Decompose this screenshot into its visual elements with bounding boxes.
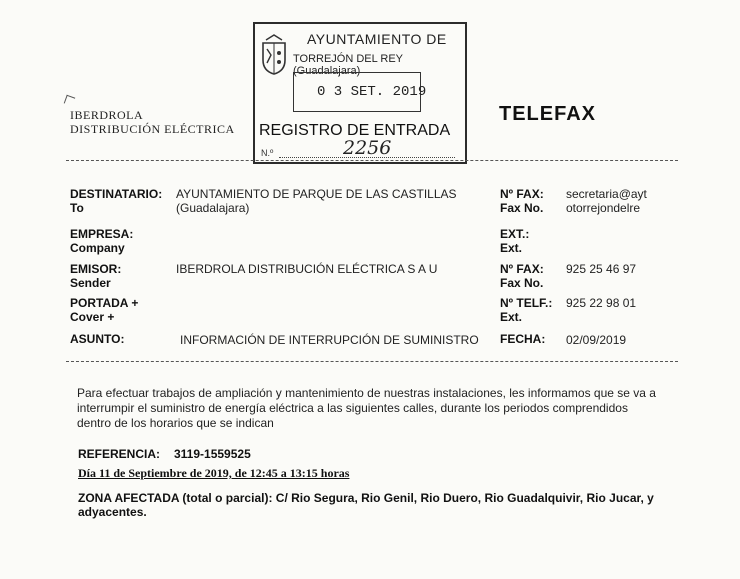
coat-of-arms-icon	[260, 33, 288, 75]
outage-date-time: Día 11 de Septiembre de 2019, de 12:45 a 13:15 horas	[78, 466, 350, 480]
affected-zone-line2: adyacentes.	[78, 505, 147, 519]
registry-label: REGISTRO DE ENTRADA	[259, 122, 451, 139]
notice-paragraph-line1: Para efectuar trabajos de ampliación y mantenimiento de nuestras instalaciones, les informamos que se va a	[77, 386, 656, 400]
stamp-title: AYUNTAMIENTO DE	[307, 31, 447, 47]
registry-number-prefix: N.º	[261, 148, 274, 158]
fax2-value: 925 25 46 97	[566, 262, 637, 276]
destinatario-sub: To	[70, 201, 84, 215]
logo-mark	[64, 95, 76, 107]
fecha-label: FECHA:	[500, 332, 546, 346]
telef-label: Nº TELF.:	[500, 296, 553, 310]
stamp-subtitle: TORREJÓN DEL REY (Guadalajara)	[293, 53, 403, 77]
emisor-sub: Sender	[70, 276, 111, 290]
destinatario-label: DESTINATARIO:	[70, 187, 163, 201]
fax-label: Nº FAX:	[500, 187, 544, 201]
empresa-sub: Company	[70, 241, 125, 255]
ext-label: EXT.:	[500, 227, 530, 241]
registry-number: 2256	[343, 137, 392, 159]
doc-type-title: TELEFAX	[499, 103, 597, 125]
destinatario-value-line2: (Guadalajara)	[176, 201, 250, 215]
fax-value-line1: secretaria@ayt	[566, 187, 647, 201]
asunto-label: ASUNTO:	[70, 332, 125, 346]
fax2-label: Nº FAX:	[500, 262, 544, 276]
referencia-label: REFERENCIA:	[78, 447, 161, 461]
portada-label: PORTADA +	[70, 296, 139, 310]
asunto-value: INFORMACIÓN DE INTERRUPCIÓN DE SUMINISTRO	[180, 333, 479, 347]
notice-paragraph-line3: dentro de los horarios que se indican	[77, 416, 274, 430]
registry-stamp	[253, 22, 467, 164]
fax2-sub: Fax No.	[500, 276, 544, 290]
referencia-value: 3119-1559525	[174, 447, 251, 461]
telef-sub: Ext.	[500, 310, 523, 324]
notice-paragraph-line2: interrumpir el suministro de energía eléctrica a las siguientes calles, durante los periodos comprendidos	[77, 401, 628, 415]
affected-zone-line1: ZONA AFECTADA (total o parcial): C/ Rio Segura, Rio Genil, Rio Duero, Rio Guadalquivir, Rio Jucar, y	[78, 491, 654, 505]
emisor-value: IBERDROLA DISTRIBUCIÓN ELÉCTRICA S A U	[176, 262, 438, 276]
stamp-date: 0 3 SET. 2019	[317, 84, 427, 100]
ext-sub: Ext.	[500, 241, 523, 255]
fecha-value: 02/09/2019	[566, 333, 627, 347]
company-name-line2: DISTRIBUCIÓN ELÉCTRICA	[70, 122, 235, 136]
destinatario-value-line1: AYUNTAMIENTO DE PARQUE DE LAS CASTILLAS	[176, 187, 457, 201]
emisor-label: EMISOR:	[70, 262, 122, 276]
company-name-line1: IBERDROLA	[70, 108, 144, 122]
portada-sub: Cover +	[70, 310, 115, 324]
fax-sub: Fax No.	[500, 201, 544, 215]
fax-value-line2: otorrejondelre	[566, 201, 641, 215]
empresa-label: EMPRESA:	[70, 227, 134, 241]
header-divider	[66, 160, 678, 161]
fields-divider	[66, 361, 678, 362]
telef-value: 925 22 98 01	[566, 296, 637, 310]
